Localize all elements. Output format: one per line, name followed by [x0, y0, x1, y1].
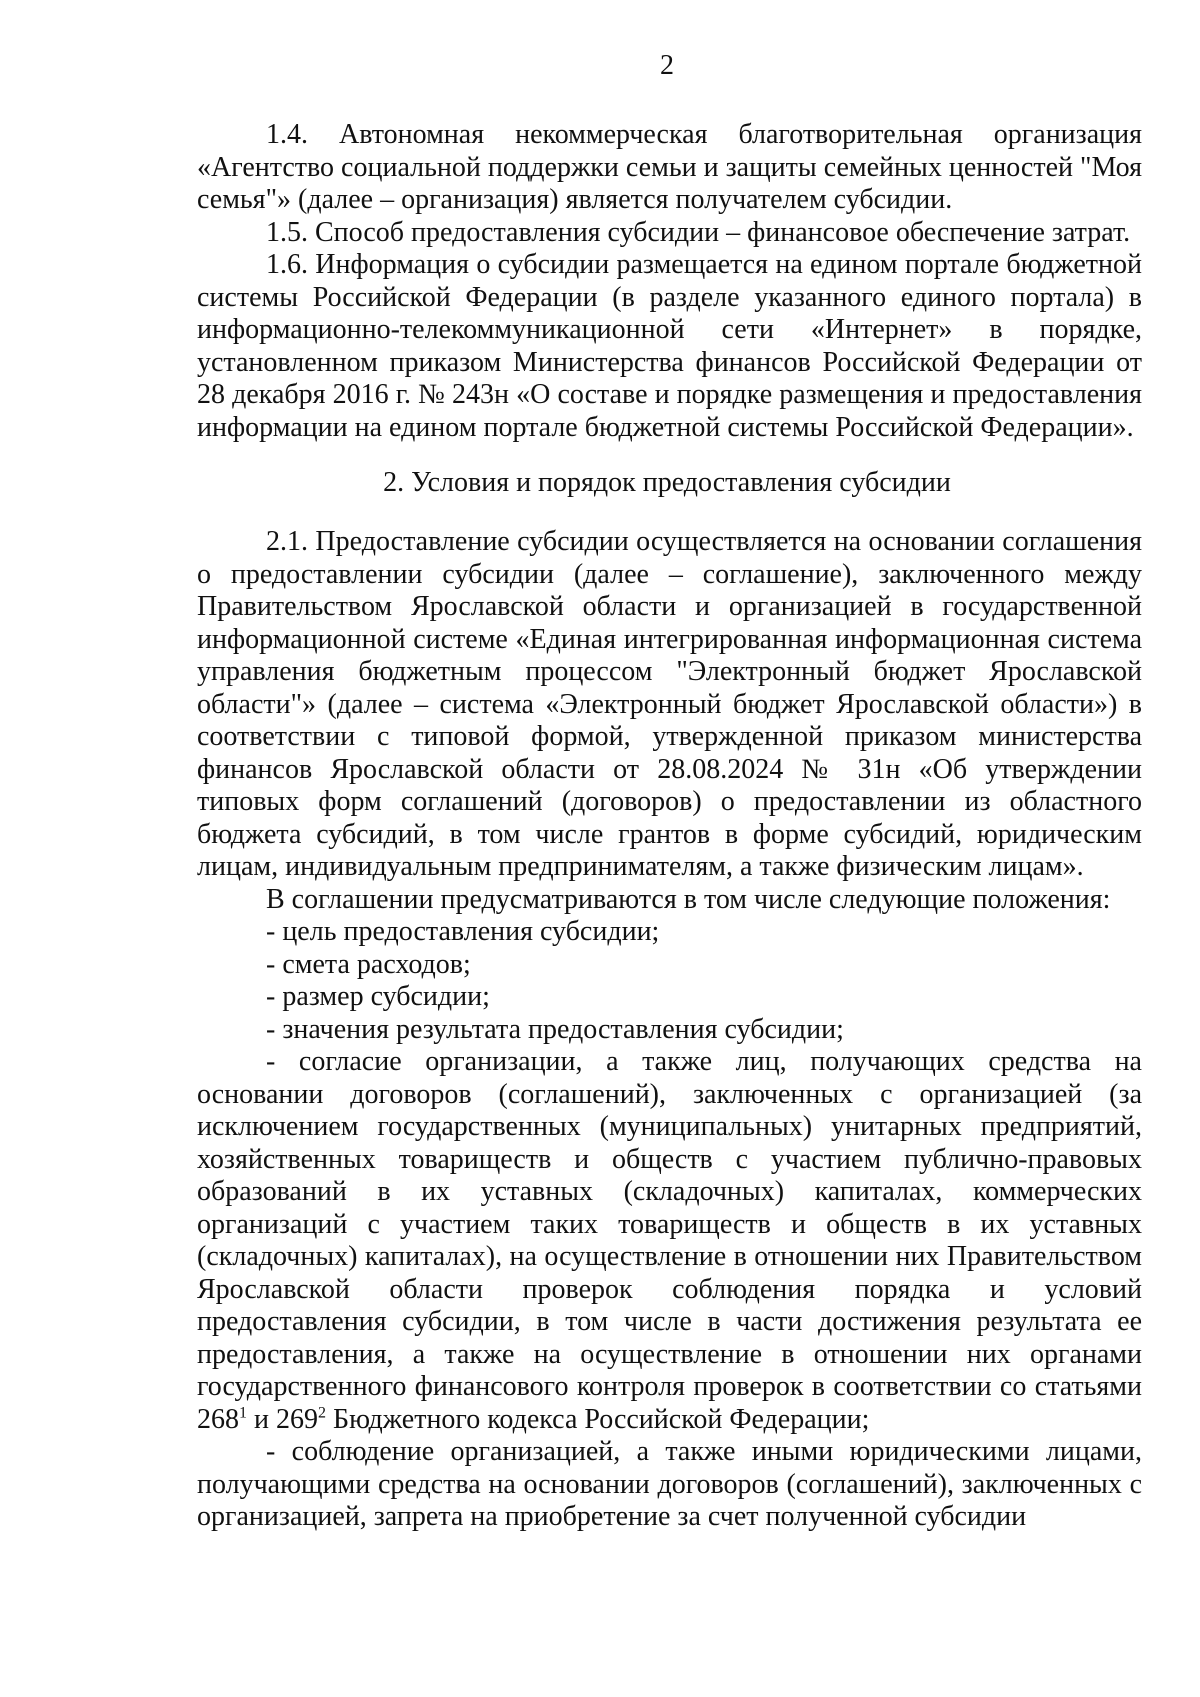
intro-clauses — [197, 119, 1142, 444]
section-heading: 2. Условия и порядок предоставления субсидии — [383, 467, 951, 498]
list-item: - цель предоставления субсидии; — [266, 916, 660, 947]
provisions-intro: В соглашении предусматриваются в том числе следующие положения: — [266, 883, 1111, 915]
article-number: 268 — [197, 1403, 239, 1435]
consent-conjunction: и — [247, 1403, 276, 1435]
clause-1-6: 1.6. Информация о субсидии размещается на едином портале бюджетной системы Российской Федерации (в разделе указанного единого портала) в информационно-телекоммуникационной сети «Интернет» в порядке, установленном приказом Министерства финансов Российской Федерации от 28 декабря 2016 г. № 243н «О составе и порядке размещения и предоставления информации на едином портале бюджетной системы Российской Федерации». — [197, 249, 1142, 443]
list-item: - смета расходов; — [266, 948, 471, 980]
consent-item — [197, 1046, 1142, 1436]
article-superscript: 1 — [239, 1404, 247, 1422]
consent-text-end: Бюджетного кодекса Российской Федерации; — [325, 1403, 870, 1435]
list-item: - размер субсидии; — [266, 981, 490, 1012]
consent-text: - согласие организации, а также лиц, получающих средства на основании договоров (соглашений), заключенных с организацией (за исключением государственных (муниципальных) унитарных предприятий, хозяйственных товариществ и обществ с участием публично-правовых образований в их уставных (складочных) капиталах, коммерческих организаций с участием таких товариществ и обществ в их уставных (складочных) капиталах), на осуществление в отношении них Правительством Ярославской области проверок соблюдения порядка и условий предоставления субсидии, в том числе в части достижения результата ее предоставления, а также на осуществление в отношении них органами государственного финансового контроля проверок в соответствии со статьями — [197, 1046, 1142, 1402]
article-superscript: 2 — [317, 1404, 326, 1422]
clause-1-4: 1.4. Автономная некоммерческая благотворительная организация «Агентство социальной поддержки семьи и защиты семейных ценностей "Моя семья"» (далее – организация) является получателем субсидии. — [197, 119, 1142, 215]
page-number: 2 — [660, 50, 674, 81]
article-number: 269 — [275, 1403, 318, 1435]
clause-1-5: 1.5. Способ предоставления субсидии – финансовое обеспечение затрат. — [266, 216, 1131, 248]
prohibition-item: - соблюдение организацией, а также иными юридическими лицами, получающими средства на основании договоров (соглашений), заключенных с организацией, запрета на приобретение за счет полученной субсидии — [197, 1436, 1142, 1532]
list-item: - значения результата предоставления субсидии; — [266, 1013, 844, 1045]
section-2-body — [197, 526, 1142, 1534]
clause-2-1: 2.1. Предоставление субсидии осуществляется на основании соглашения о предоставлении субсидии (далее – соглашение), заключенного между Правительством Ярославской области и организацией в государственной информационной системе «Единая интегрированная информационная система управления бюджетным процессом "Электронный бюджет Ярославской области"» (далее – система «Электронный бюджет Ярославской области») в соответствии с типовой формой, утвержденной приказом министерства финансов Ярославской области от 28.08.2024 № 31н «Об утверждении типовых форм соглашений (договоров) о предоставлении из областного бюджета субсидий, в том числе грантов в форме субсидий, юридическим лицам, индивидуальным предпринимателям, а также физическим лицам». — [197, 526, 1142, 882]
